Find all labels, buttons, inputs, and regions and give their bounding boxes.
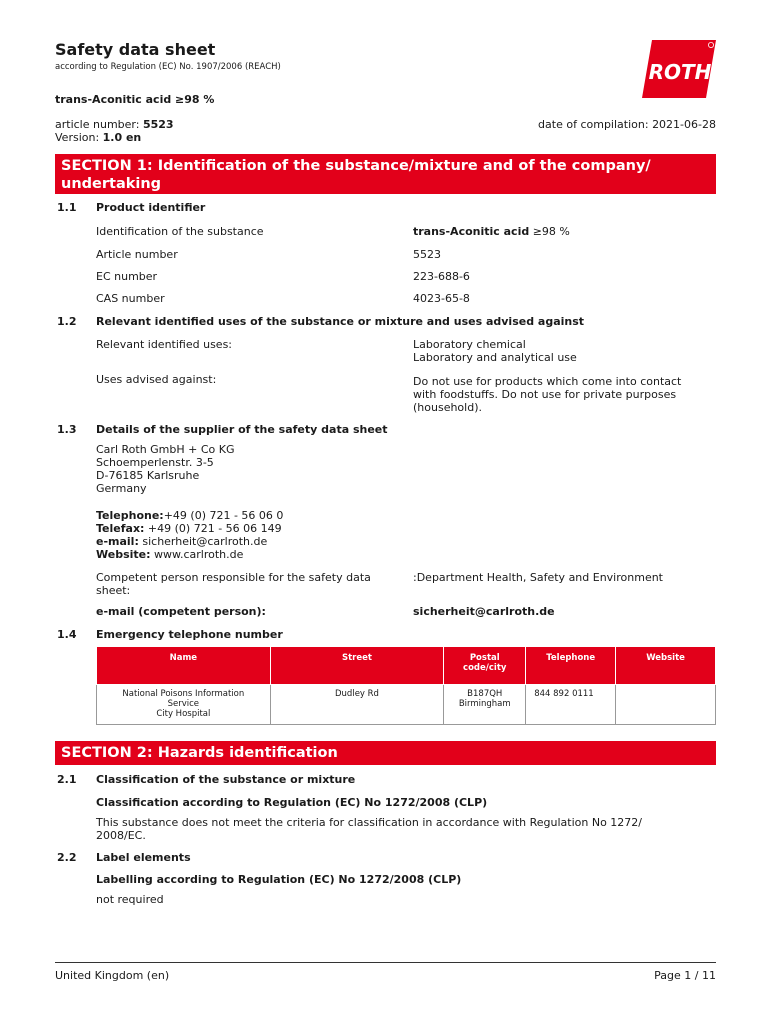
table-cell-street: Dudley Rd: [270, 685, 444, 725]
subsection-title: Relevant identified uses of the substance or mixture and uses advised against: [96, 315, 585, 328]
subsection-title: Product identifier: [96, 201, 206, 214]
table-header-row: [97, 647, 716, 685]
table-cell-name: National Poisons Information Service City Hospital: [97, 685, 271, 725]
section-number: 1.1: [57, 201, 77, 214]
page-number: Page 1 / 11: [654, 969, 716, 982]
identification-label: Identification of the substance: [96, 225, 264, 238]
ec-number-value: 223-688-6: [413, 270, 470, 283]
uses-against-value: Do not use for products which come into contact with foodstuffs. Do not use for private purposes (household).: [413, 375, 682, 414]
date-label: date of compilation:: [538, 118, 649, 131]
section-number: 1.4: [57, 628, 77, 641]
column-header: Street: [270, 647, 444, 685]
competent-email-value[interactable]: sicherheit@carlroth.de: [413, 605, 555, 618]
identified-uses-label: Relevant identified uses:: [96, 338, 233, 351]
date-value: 2021-06-28: [652, 118, 716, 131]
article-label: article number:: [55, 118, 140, 131]
ec-number-label: EC number: [96, 270, 158, 283]
article-value: 5523: [142, 118, 174, 131]
table-cell-postal: B187QH Birmingham: [444, 685, 526, 725]
column-header: Telephone: [526, 647, 616, 685]
regulation-subtitle: according to Regulation (EC) No. 1907/2006 (REACH): [55, 62, 281, 72]
identified-uses-value: Laboratory chemical Laboratory and analytical use: [413, 338, 577, 364]
emergency-contact-table: [96, 646, 716, 725]
section-number: 2.2: [57, 851, 77, 864]
subsection-title: Classification of the substance or mixture: [96, 773, 356, 786]
table-cell-website: [616, 685, 716, 725]
supplier-email-link[interactable]: sicherheit@carlroth.de: [138, 535, 268, 548]
supplier-contacts: Telephone:+49 (0) 721 - 56 06 0 Telefax: +49 (0) 721 - 56 06 149 e-mail: sicherheit@carlroth.de Website: www.carlroth.de: [96, 509, 284, 561]
subsection-title: Label elements: [96, 851, 191, 864]
identification-value: trans-Aconitic acid ≥98 %: [413, 225, 570, 238]
competent-email-label: e-mail (competent person):: [96, 605, 266, 618]
footer-divider: [55, 962, 716, 963]
labelling-subtitle: Labelling according to Regulation (EC) No 1272/2008 (CLP): [96, 873, 462, 886]
subsection-title: Emergency telephone number: [96, 628, 283, 641]
column-header: Postal code/city: [444, 647, 526, 685]
page-title: Safety data sheet: [55, 40, 216, 59]
section-number: 1.3: [57, 423, 77, 436]
compilation-date: [538, 118, 716, 131]
article-version-block: [55, 118, 174, 144]
section-2-header: SECTION 2: Hazards identification: [55, 741, 716, 765]
product-name: trans-Aconitic acid ≥98 %: [55, 93, 215, 106]
competent-person-label: Competent person responsible for the safety data sheet:: [96, 571, 371, 597]
section-number: 1.2: [57, 315, 77, 328]
footer-country: United Kingdom (en): [55, 969, 170, 982]
section-number: 2.1: [57, 773, 77, 786]
labelling-text: not required: [96, 893, 164, 906]
roth-logo: [642, 40, 716, 98]
competent-person-value: :Department Health, Safety and Environment: [413, 571, 663, 584]
article-number-value: 5523: [413, 248, 441, 261]
column-header: Name: [97, 647, 271, 685]
supplier-address: Carl Roth GmbH + Co KG Schoemperlenstr. 3-5 D-76185 Karlsruhe Germany: [96, 443, 235, 495]
table-row: [97, 685, 716, 725]
version-value: 1.0 en: [102, 131, 142, 144]
table-cell-telephone: 844 892 0111: [526, 685, 616, 725]
column-header: Website: [616, 647, 716, 685]
cas-number-value: 4023-65-8: [413, 292, 470, 305]
subsection-title: Details of the supplier of the safety data sheet: [96, 423, 388, 436]
version-label: Version:: [55, 131, 100, 144]
classification-subtitle: Classification according to Regulation (EC) No 1272/2008 (CLP): [96, 796, 488, 809]
cas-number-label: CAS number: [96, 292, 165, 305]
section-1-header: SECTION 1: Identification of the substance/mixture and of the company/ undertaking: [55, 154, 716, 194]
article-number-label: Article number: [96, 248, 178, 261]
uses-against-label: Uses advised against:: [96, 373, 217, 386]
classification-text: This substance does not meet the criteria for classification in accordance with Regulation No 1272/ 2008/EC.: [96, 816, 642, 842]
supplier-website-link[interactable]: www.carlroth.de: [150, 548, 244, 561]
logo-text: ROTH: [648, 60, 712, 84]
